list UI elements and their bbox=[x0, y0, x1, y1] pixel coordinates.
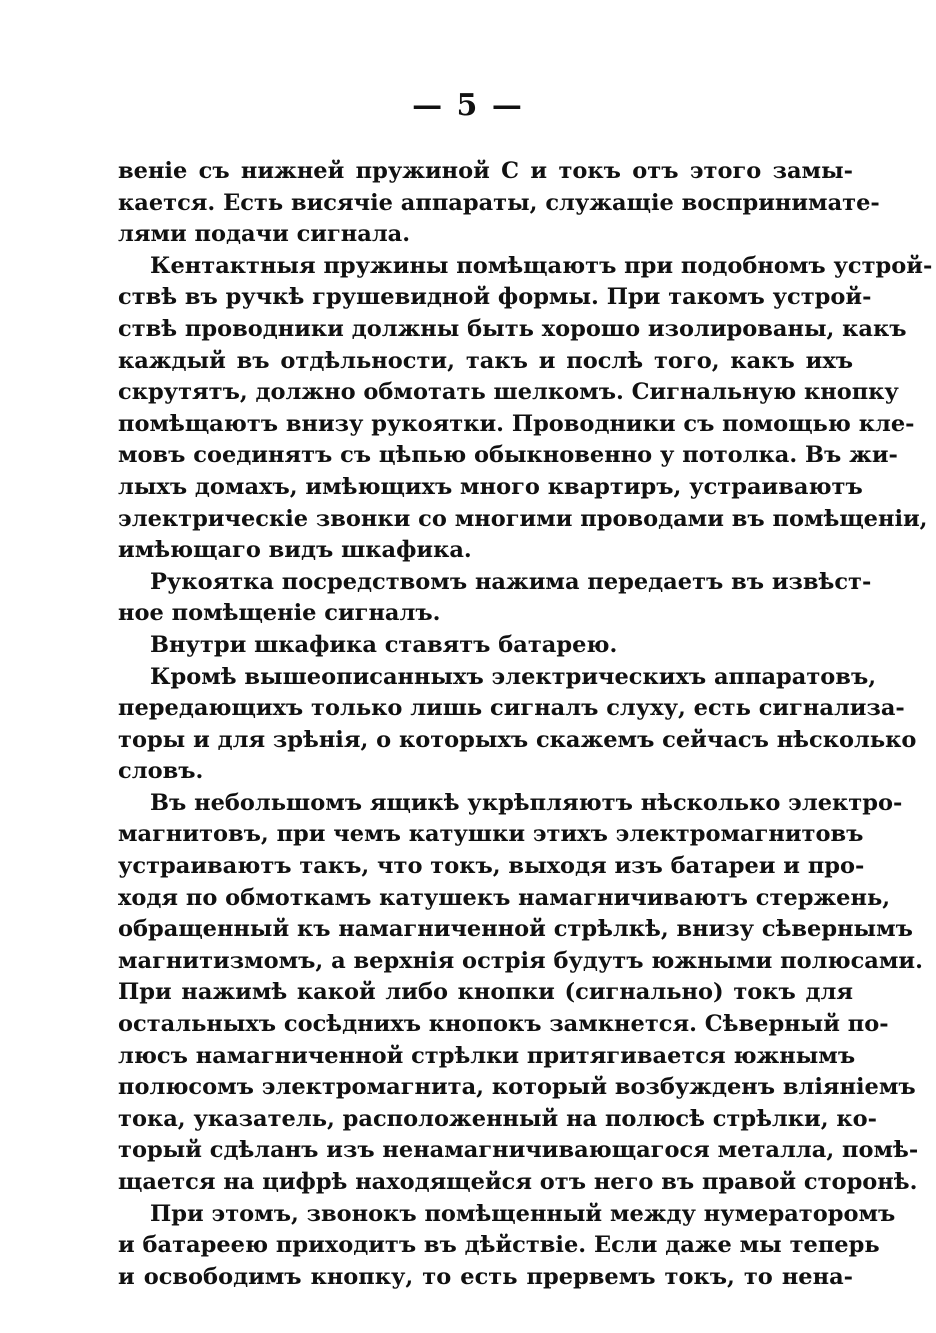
text-line: электрическіе звонки со многими проводами въ помѣщеніи, bbox=[118, 505, 928, 532]
page-number: — 5 — bbox=[412, 88, 524, 123]
text-line: Рукоятка посредствомъ нажима передаетъ въ извѣст- bbox=[150, 568, 872, 595]
text-line: щается на цифрѣ находящейся отъ него въ правой сторонѣ. bbox=[118, 1169, 918, 1195]
paragraph bbox=[118, 630, 853, 662]
paragraph bbox=[118, 156, 880, 251]
paragraph bbox=[118, 662, 917, 788]
text-line: имѣющаго видъ шкафика. bbox=[118, 537, 472, 564]
paragraph bbox=[118, 251, 933, 567]
text-line: полюсомъ электромагнита, который возбужденъ вліяніемъ bbox=[118, 1074, 916, 1101]
text-line: устраиваютъ такъ, что токъ, выходя изъ батареи и про- bbox=[118, 853, 865, 880]
paragraph bbox=[118, 1199, 896, 1294]
text-line: ствѣ проводники должны быть хорошо изолированы, какъ bbox=[118, 315, 907, 342]
text-line: Внутри шкафика ставятъ батарею. bbox=[150, 631, 618, 658]
text-line: веніе съ нижней пружиной С и токъ отъ этого замы- bbox=[118, 158, 853, 184]
text-line: магнитовъ, при чемъ катушки этихъ электромагнитовъ bbox=[118, 821, 864, 848]
text-line: остальныхъ сосѣднихъ кнопокъ замкнется. Сѣверный по- bbox=[118, 1011, 889, 1038]
text-line: и освободимъ кнопку, то есть прервемъ токъ, то нена- bbox=[118, 1263, 853, 1290]
text-line: помѣщаютъ внизу рукоятки. Проводники съ помощью кле- bbox=[118, 410, 915, 437]
text-line: тока, указатель, расположенный на полюсѣ стрѣлки, ко- bbox=[118, 1105, 877, 1132]
text-line: Кромѣ вышеописанныхъ электрическихъ аппаратовъ, bbox=[150, 663, 877, 690]
text-line: ствѣ въ ручкѣ грушевидной формы. При такомъ устрой- bbox=[118, 284, 872, 311]
text-body bbox=[118, 156, 933, 1293]
text-line: словъ. bbox=[118, 758, 204, 785]
text-line: люсъ намагниченной стрѣлки притягивается южнымъ bbox=[118, 1042, 856, 1069]
text-line: торы и для зрѣнія, о которыхъ скажемъ сейчасъ нѣсколько bbox=[118, 726, 917, 753]
text-line: ное помѣщеніе сигналъ. bbox=[118, 600, 441, 627]
text-line: ходя по обмоткамъ катушекъ намагничиваютъ стержень, bbox=[118, 884, 891, 911]
text-line: передающихъ только лишь сигналъ слуху, есть сигнализа- bbox=[118, 695, 905, 722]
text-line: Кентактныя пружины помѣщаютъ при подобномъ устрой- bbox=[150, 252, 933, 279]
text-line: При нажимѣ какой либо кнопки (сигнально) токъ для bbox=[118, 979, 853, 1006]
text-line: кается. Есть висячіе аппараты, служащіе воспринимате- bbox=[118, 189, 880, 216]
text-line: При этомъ, звонокъ помѣщенный между нумераторомъ bbox=[150, 1200, 896, 1227]
paragraph bbox=[118, 788, 923, 1199]
text-line: обращенный къ намагниченной стрѣлкѣ, внизу сѣвернымъ bbox=[118, 916, 913, 943]
text-line: торый сдѣланъ изъ ненамагничивающагося металла, помѣ- bbox=[118, 1137, 919, 1164]
text-line: Въ небольшомъ ящикѣ укрѣпляютъ нѣсколько электро- bbox=[150, 789, 903, 816]
text-line: лями подачи сигнала. bbox=[118, 221, 411, 248]
text-line: магнитизмомъ, а верхнія острія будутъ южными полюсами. bbox=[118, 947, 923, 974]
text-line: лыхъ домахъ, имѣющихъ много квартиръ, устраиваютъ bbox=[118, 473, 863, 500]
text-line: и батареею приходитъ въ дѣйствіе. Если даже мы теперь bbox=[118, 1232, 880, 1259]
paragraph bbox=[118, 567, 872, 630]
text-line: мовъ соединятъ съ цѣпью обыкновенно у потолка. Въ жи- bbox=[118, 442, 898, 469]
text-line: каждый въ отдѣльности, такъ и послѣ того, какъ ихъ bbox=[118, 347, 853, 374]
text-line: скрутятъ, должно обмотать шелкомъ. Сигнальную кнопку bbox=[118, 379, 899, 406]
